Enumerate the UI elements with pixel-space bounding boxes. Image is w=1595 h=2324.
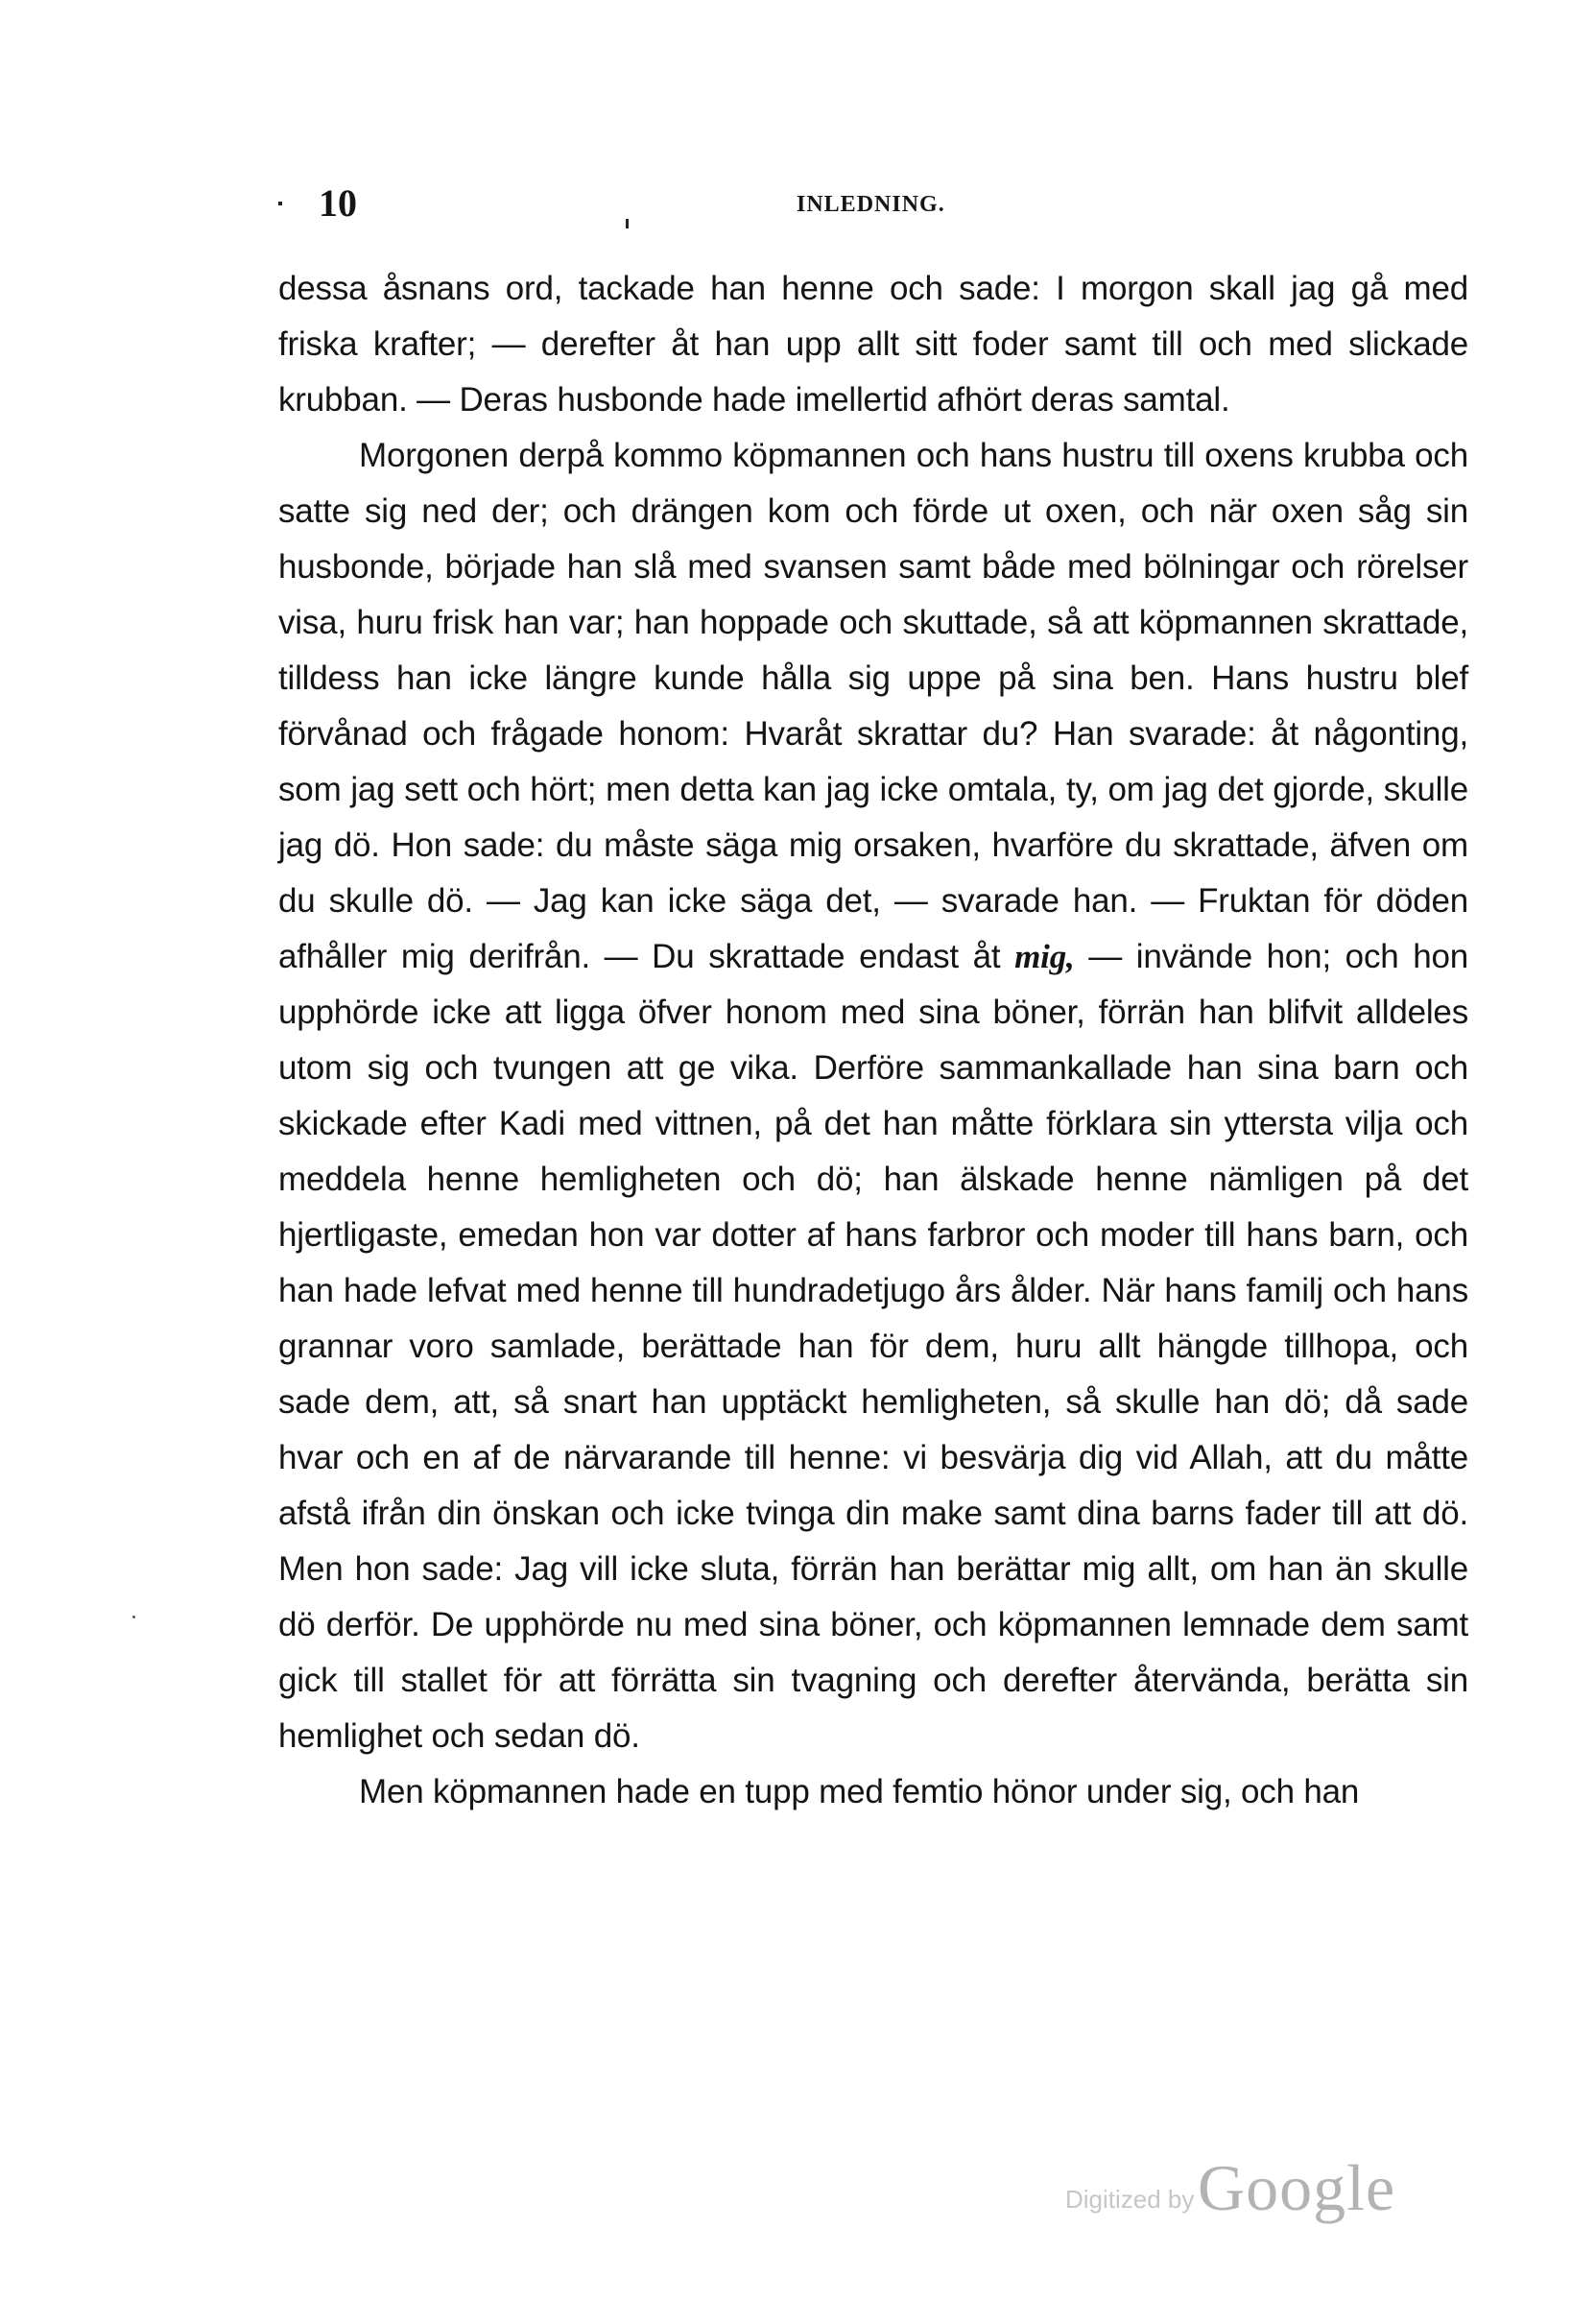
emphasized-word: mig, (1014, 938, 1075, 975)
watermark-prefix: Digitized by (1065, 2185, 1195, 2214)
print-mark (278, 202, 282, 205)
paragraph-text: — invände hon; och hon upphörde icke att ligga öfver honom med sina böner, förrän han blifvit alldeles utom sig och tvungen att ge vika. Derföre sammankallade han sina barn och skickade efter Kadi med vittnen, på det han måtte förklara sin yttersta vilja och meddela henne hemligheten och dö; han älskade henne nämligen på det hjertligaste, emedan hon var dotter af hans farbror och moder till hans barn, och han hade lefvat med henne till hundradetjugo års ålder. När hans familj och hans grannar voro samlade, berättade han för dem, huru allt hängde tillhopa, och sade dem, att, så snart han upptäckt hemligheten, så skulle han dö; då sade hvar och en af de närvarande till henne: vi besvärja dig vid Allah, att du måtte afstå ifrån din önskan och icke tvinga din make samt dina barns fader till att dö. Men hon sade: Jag vill icke sluta, förrän han berättar mig allt, om han än skulle dö derför. De upphörde nu med sina böner, och köpmannen lemnade dem samt gick till stallet för att förrätta sin tvagning och derefter återvända, berätta sin hemlighet och sedan dö. (278, 938, 1468, 1755)
body-text (278, 261, 1468, 1820)
print-mark (626, 219, 629, 228)
paragraph-morgonen (278, 428, 1468, 1764)
running-head: INLEDNING. (797, 192, 945, 217)
paragraph-text: Morgonen derpå kommo köpmannen och hans hustru till oxens krubba och satte sig ned der; och drängen kom och förde ut oxen, och när oxen såg sin husbonde, började han slå med svansen samt både med bölningar och rörelser visa, huru frisk han var; han hoppade och skuttade, så att köpmannen skrattade, tilldess han icke längre kunde hålla sig uppe på sina ben. Hans hustru blef förvånad och frågade honom: Hvaråt skrattar du? Han svarade: åt någonting, som jag sett och hört; men detta kan jag icke omtala, ty, om jag det gjorde, skulle jag dö. Hon sade: du måste säga mig orsaken, hvarföre du skrattade, äfven om du skulle dö. — Jag kan icke säga det, — svarade han. — Fruktan för döden afhåller mig derifrån. — Du skrattade endast åt (278, 437, 1468, 975)
page-header (278, 180, 1468, 238)
google-logo: Google (1198, 2151, 1396, 2224)
margin-speck (132, 1616, 135, 1618)
paragraph-men: Men köpmannen hade en tupp med femtio hönor under sig, och han (359, 1773, 1360, 1810)
paragraph-continuation: dessa åsnans ord, tackade han henne och sade: I morgon skall jag gå med friska krafter; — derefter åt han upp allt sitt foder samt till och med slickade krubban. — Deras husbonde hade imellertid afhört deras samtal. (278, 270, 1468, 419)
digitized-watermark (1065, 2150, 1411, 2227)
page-number: 10 (319, 181, 357, 225)
